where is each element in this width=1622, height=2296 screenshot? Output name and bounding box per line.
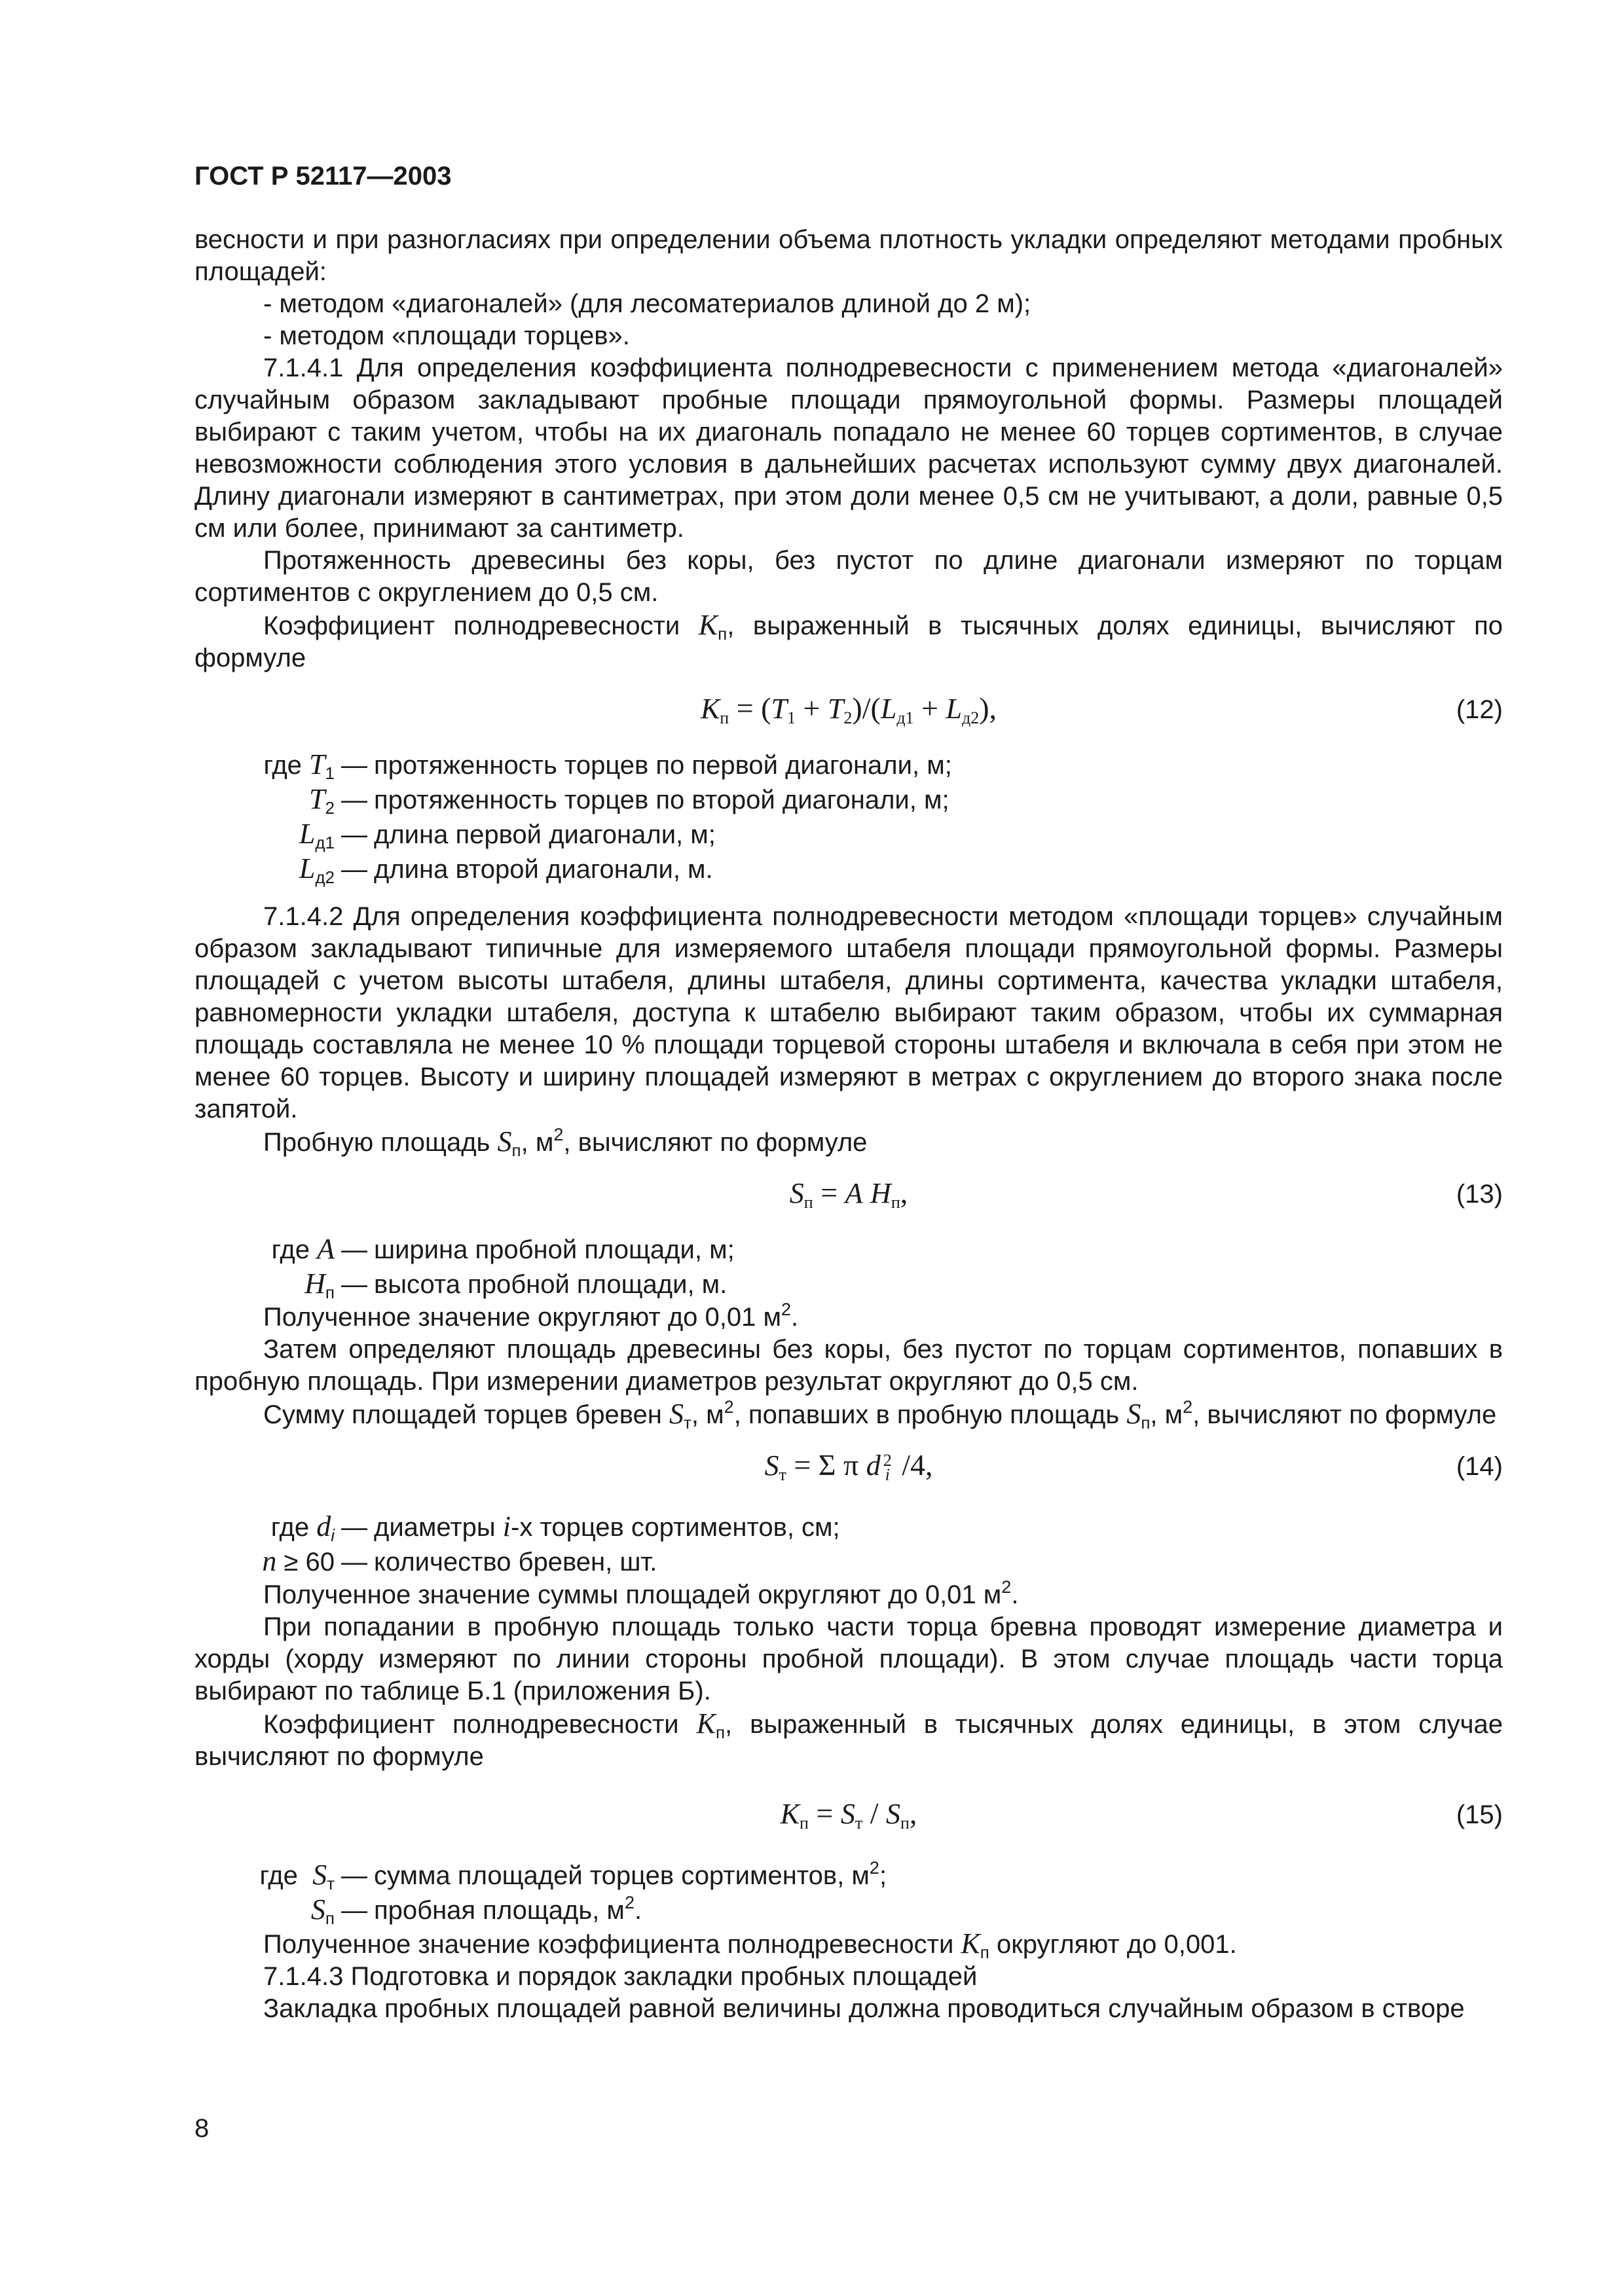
paragraph: Протяженность древесины без коры, без пустот по длине диагонали измеряют по торцам сортиментов с округлением до 0,5 см.: [194, 546, 1503, 607]
paragraph: весности и при разногласиях при определении объема плотность укладки определяют методами пробных площадей:: [194, 225, 1503, 286]
formula-14: [194, 1431, 1503, 1510]
paragraph: Полученное значение коэффициента полнодревесности $K_п$ округляют до 0,001.: [263, 1927, 1237, 1962]
formula-12: [194, 674, 1503, 748]
paragraph: Коэффициент полнодревесности $K_п$, выраженный в тысячных долях единицы, в этом случае вычисляют по формуле: [194, 1707, 1503, 1771]
subsection-heading-7-1-4-3: 7.1.4.3 Подготовка и порядок закладки пробных площадей: [263, 1962, 978, 1991]
where-row: где $d_i$ — диаметры i-х торцев сортиментов, см;: [270, 1510, 840, 1545]
formula-13: [194, 1159, 1503, 1232]
where-row: $S_п$ — пробная площадь, $м^2$.: [310, 1893, 642, 1928]
paragraph: Полученное значение округляют до 0,01 $м^2$.: [263, 1300, 799, 1332]
where-row: $L_{д2}$ — длина второй диагонали, м.: [299, 852, 713, 887]
paragraph-7-1-4-1: 7.1.4.1 Для определения коэффициента полнодревесности с применением метода «диагоналей» случайным образом закладывают пробные площади прямоугольной формы. Размеры площадей выбирают с таким учетом, чтобы на их диагональ попадало не менее 60 торцев сортиментов, в случае невозможности соблюдения этого условия в дальнейших расчетах используют сумму двух диагоналей. Длину диагонали измеряют в сантиметрах, при этом доли менее 0,5 см не учитывают, а доли, равные 0,5 см или более, принимают за сантиметр.: [194, 354, 1503, 543]
formula-number: (14): [1456, 1452, 1503, 1481]
where-row: $T_2$ — протяженность торцев по второй диагонали, м;: [309, 783, 949, 818]
paragraph: Затем определяют площадь древесины без коры, без пустот по торцам сортиментов, попавших в пробную площадь. При измерении диаметров результат округляют до 0,5 см.: [194, 1335, 1503, 1396]
where-row: $L_{д1}$ — длина первой диагонали, м;: [299, 818, 716, 852]
paragraph: Полученное значение суммы площадей округляют до 0,01 $м^2$.: [263, 1577, 1019, 1609]
page-body: [194, 224, 1503, 2025]
where-row: где $T_1$ — протяженность торцев по первой диагонали, м;: [263, 748, 952, 783]
paragraph: Закладка пробных площадей равной величины должна проводиться случайным образом в створе: [263, 1994, 1465, 2023]
where-row: где A — ширина пробной площади, м;: [271, 1233, 735, 1265]
formula-15: [194, 1773, 1503, 1858]
where-row: $H_п$ — высота пробной площади, м.: [304, 1267, 728, 1302]
paragraph: Пробную площадь $S_п$, $м^2$, вычисляют по формуле: [263, 1125, 868, 1160]
paragraph-7-1-4-2: 7.1.4.2 Для определения коэффициента полнодревесности методом «площади торцев» случайным образом закладывают типичные для измеряемого штабеля площади прямоугольной формы. Размеры площадей с учетом высоты штабеля, длины штабеля, длины сортимента, качества укладки штабеля, равномерности укладки штабеля, доступа к штабелю выбирают таким образом, чтобы их суммарная площадь составляла не менее 10 % площади торцевой стороны штабеля и включала в себя при этом не менее 60 торцев. Высоту и ширину площадей измеряют в метрах с округлением до второго знака после запятой.: [194, 902, 1503, 1123]
list-item: - методом «диагоналей» (для лесоматериалов длиной до 2 м);: [263, 289, 1031, 318]
paragraph: При попадании в пробную площадь только части торца бревна проводят измерение диаметра и хорды (хорду измеряют по линии стороны пробной площади). В этом случае площадь части торца выбирают по таблице Б.1 (приложения Б).: [194, 1613, 1503, 1705]
page-number: 8: [194, 2114, 210, 2143]
paragraph: Коэффициент полнодревесности $K_п$, выраженный в тысячных долях единицы, вычисляют по формуле: [194, 609, 1503, 672]
paragraph: Сумму площадей торцев бревен $S_т$, $м^2$, попавших в пробную площадь $S_п$, $м^2$, вычисляют по формуле: [263, 1397, 1497, 1432]
formula-number: (12): [1456, 695, 1503, 724]
formula-expression: $K_п = S_т / S_п$,: [780, 1796, 917, 1832]
formula-number: (15): [1456, 1800, 1503, 1829]
list-item: - методом «площади торцев».: [263, 321, 630, 350]
formula-expression: $K_п = (T_1 + T_2)/(L_{д1} + L_{д2})$,: [700, 691, 997, 727]
where-row: где $S_т$ — сумма площадей торцев сортиментов, $м^2$;: [259, 1858, 887, 1893]
formula-number: (13): [1456, 1180, 1503, 1209]
formula-expression: $S_п = A$ $H_п$,: [789, 1176, 908, 1212]
standard-header: ГОСТ Р 52117—2003: [194, 162, 452, 191]
formula-expression: $S_т = \Sigma$ π d 2 i /4,: [764, 1448, 933, 1485]
where-row: n ≥ 60 — количество бревен, шт.: [262, 1545, 657, 1577]
